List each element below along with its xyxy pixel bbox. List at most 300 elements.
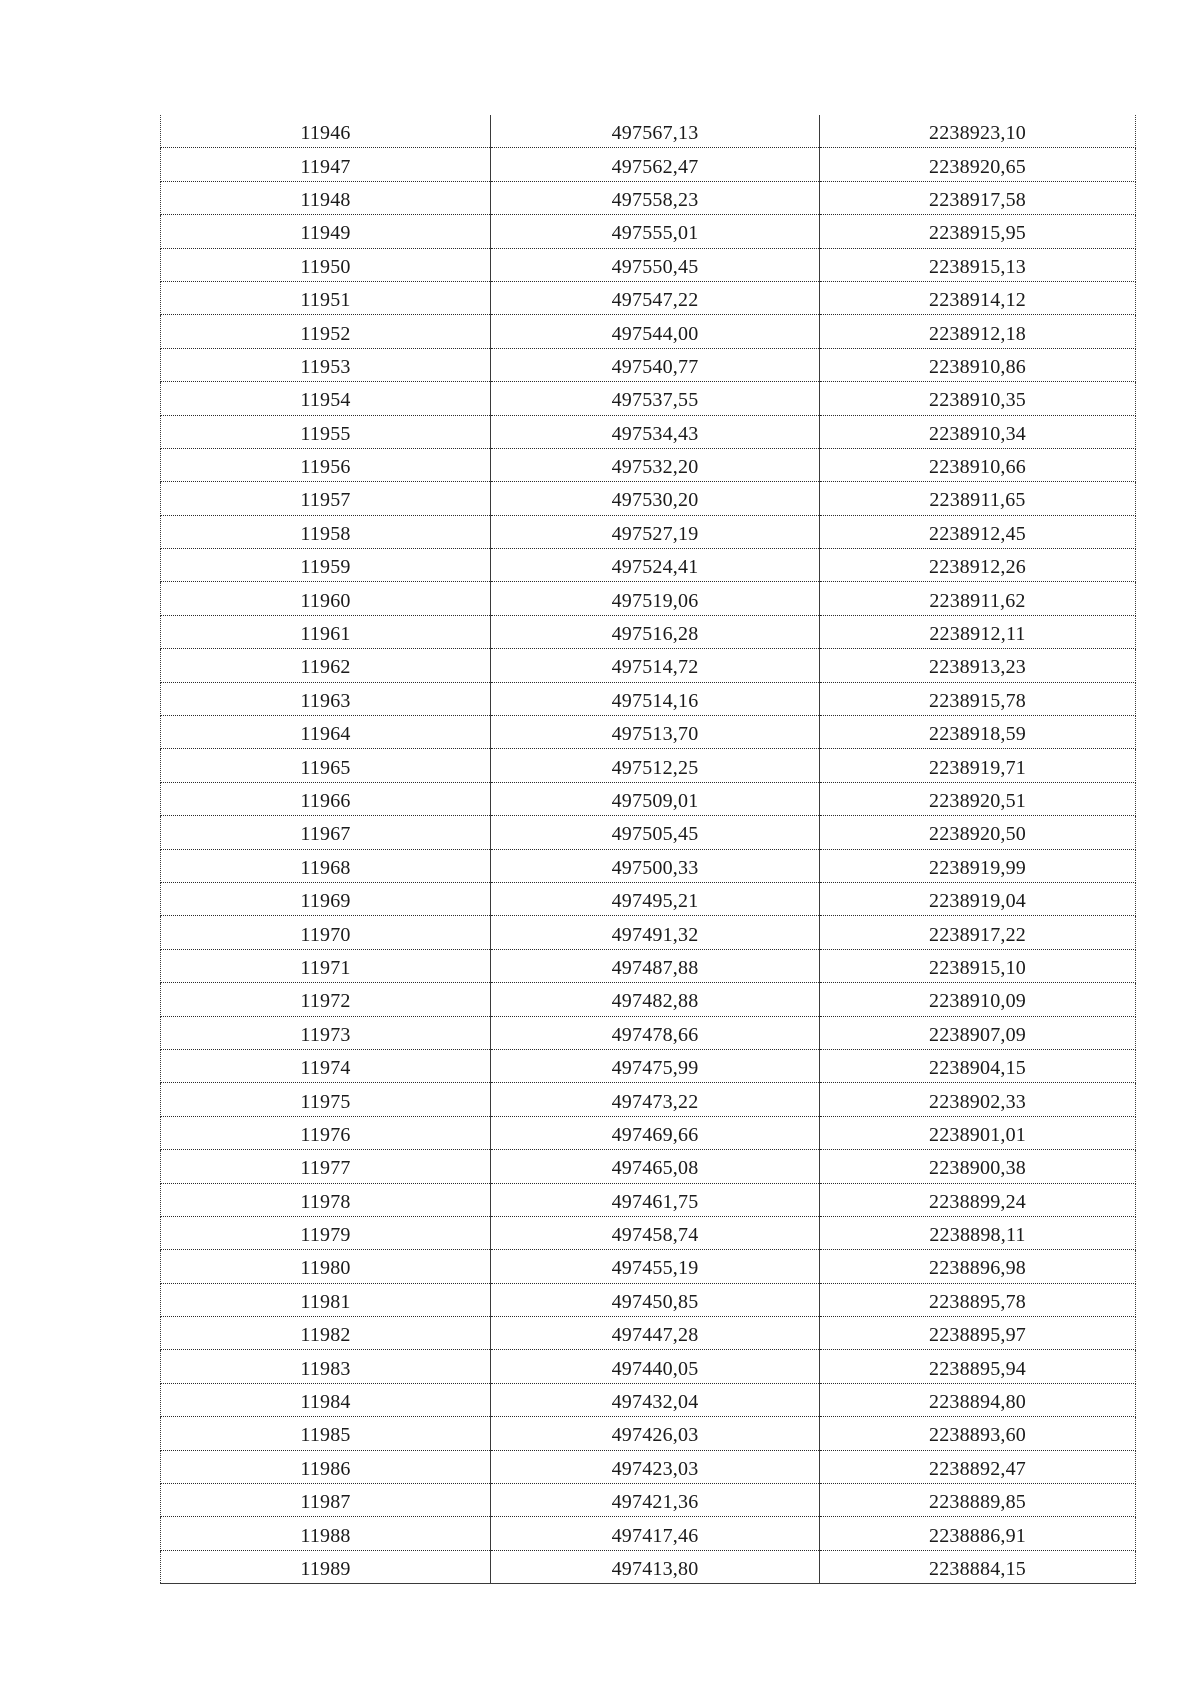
- point-number-cell: [161, 482, 491, 515]
- cell-text: 11964: [300, 723, 351, 746]
- cell-text: 11947: [300, 155, 351, 178]
- table-row: [161, 515, 1136, 548]
- cell-text: 497532,20: [611, 456, 699, 479]
- cell-text: 497562,47: [611, 155, 699, 178]
- point-number-cell: [161, 716, 491, 749]
- x-coordinate-cell: [491, 882, 820, 915]
- cell-text: 2238910,86: [929, 355, 1026, 378]
- point-number-cell: [161, 615, 491, 648]
- y-coordinate-cell: [820, 749, 1136, 782]
- y-coordinate-cell: [820, 515, 1136, 548]
- y-coordinate-cell: [820, 315, 1136, 348]
- x-coordinate-cell: [491, 916, 820, 949]
- cell-text: 497540,77: [611, 355, 699, 378]
- y-coordinate-cell: [820, 248, 1136, 281]
- cell-text: 11978: [300, 1190, 351, 1213]
- coordinates-table: [160, 115, 1136, 1584]
- table-row: [161, 482, 1136, 515]
- cell-text: 11985: [300, 1424, 351, 1447]
- cell-text: 2238917,22: [929, 923, 1026, 946]
- table-row: [161, 949, 1136, 982]
- y-coordinate-cell: [820, 882, 1136, 915]
- cell-text: 2238886,91: [929, 1524, 1026, 1547]
- cell-text: 2238917,58: [929, 188, 1026, 211]
- point-number-cell: [161, 1450, 491, 1483]
- cell-text: 11987: [300, 1491, 351, 1514]
- y-coordinate-cell: [820, 1250, 1136, 1283]
- x-coordinate-cell: [491, 1383, 820, 1416]
- table-row: [161, 148, 1136, 181]
- table-row: [161, 1317, 1136, 1350]
- cell-text: 2238896,98: [929, 1257, 1026, 1280]
- cell-text: 11955: [300, 422, 351, 445]
- cell-text: 497514,72: [611, 656, 699, 679]
- y-coordinate-cell: [820, 482, 1136, 515]
- point-number-cell: [161, 983, 491, 1016]
- x-coordinate-cell: [491, 1216, 820, 1249]
- cell-text: 11959: [300, 556, 351, 579]
- cell-text: 497547,22: [611, 289, 699, 312]
- cell-text: 497465,08: [611, 1157, 699, 1180]
- cell-text: 2238900,38: [929, 1157, 1026, 1180]
- y-coordinate-cell: [820, 1283, 1136, 1316]
- y-coordinate-cell: [820, 682, 1136, 715]
- cell-text: 2238904,15: [929, 1057, 1026, 1080]
- table-row: [161, 882, 1136, 915]
- cell-text: 497495,21: [611, 890, 699, 913]
- cell-text: 497455,19: [611, 1257, 699, 1280]
- x-coordinate-cell: [491, 248, 820, 281]
- x-coordinate-cell: [491, 1083, 820, 1116]
- cell-text: 11982: [300, 1324, 351, 1347]
- cell-text: 2238915,10: [929, 956, 1026, 979]
- cell-text: 11976: [300, 1123, 351, 1146]
- x-coordinate-cell: [491, 849, 820, 882]
- x-coordinate-cell: [491, 1484, 820, 1517]
- cell-text: 497423,03: [611, 1457, 699, 1480]
- cell-text: 497534,43: [611, 422, 699, 445]
- cell-text: 11980: [300, 1257, 351, 1280]
- table-row: [161, 682, 1136, 715]
- cell-text: 11957: [300, 489, 351, 512]
- cell-text: 11967: [300, 823, 351, 846]
- cell-text: 2238884,15: [929, 1557, 1026, 1580]
- cell-text: 11969: [300, 890, 351, 913]
- y-coordinate-cell: [820, 816, 1136, 849]
- x-coordinate-cell: [491, 1150, 820, 1183]
- x-coordinate-cell: [491, 281, 820, 314]
- cell-text: 11958: [300, 522, 351, 545]
- y-coordinate-cell: [820, 281, 1136, 314]
- table-row: [161, 1150, 1136, 1183]
- table-row: [161, 983, 1136, 1016]
- x-coordinate-cell: [491, 1317, 820, 1350]
- cell-text: 2238920,50: [929, 823, 1026, 846]
- cell-text: 2238889,85: [929, 1491, 1026, 1514]
- table-row: [161, 1417, 1136, 1450]
- y-coordinate-cell: [820, 181, 1136, 214]
- y-coordinate-cell: [820, 1450, 1136, 1483]
- point-number-cell: [161, 1150, 491, 1183]
- point-number-cell: [161, 1550, 491, 1583]
- point-number-cell: [161, 682, 491, 715]
- point-number-cell: [161, 816, 491, 849]
- table-row: [161, 782, 1136, 815]
- cell-text: 11983: [300, 1357, 351, 1380]
- y-coordinate-cell: [820, 1049, 1136, 1082]
- y-coordinate-cell: [820, 916, 1136, 949]
- cell-text: 11951: [300, 289, 351, 312]
- x-coordinate-cell: [491, 1550, 820, 1583]
- cell-text: 2238910,09: [929, 990, 1026, 1013]
- table-row: [161, 649, 1136, 682]
- x-coordinate-cell: [491, 482, 820, 515]
- point-number-cell: [161, 115, 491, 148]
- point-number-cell: [161, 1250, 491, 1283]
- cell-text: 11968: [300, 856, 351, 879]
- cell-text: 11949: [300, 222, 351, 245]
- point-number-cell: [161, 1383, 491, 1416]
- point-number-cell: [161, 448, 491, 481]
- table-row: [161, 1350, 1136, 1383]
- x-coordinate-cell: [491, 448, 820, 481]
- table-row: [161, 549, 1136, 582]
- table-row: [161, 1283, 1136, 1316]
- table-row: [161, 582, 1136, 615]
- x-coordinate-cell: [491, 1250, 820, 1283]
- cell-text: 497478,66: [611, 1023, 699, 1046]
- y-coordinate-cell: [820, 1016, 1136, 1049]
- cell-text: 497567,13: [611, 122, 699, 145]
- y-coordinate-cell: [820, 448, 1136, 481]
- cell-text: 11953: [300, 355, 351, 378]
- x-coordinate-cell: [491, 582, 820, 615]
- point-number-cell: [161, 549, 491, 582]
- cell-text: 497555,01: [611, 222, 699, 245]
- point-number-cell: [161, 1350, 491, 1383]
- cell-text: 11956: [300, 456, 351, 479]
- table-row: [161, 1383, 1136, 1416]
- cell-text: 497505,45: [611, 823, 699, 846]
- x-coordinate-cell: [491, 1183, 820, 1216]
- point-number-cell: [161, 849, 491, 882]
- cell-text: 2238920,51: [929, 790, 1026, 812]
- point-number-cell: [161, 1417, 491, 1450]
- cell-text: 11960: [300, 589, 351, 612]
- y-coordinate-cell: [820, 782, 1136, 815]
- table-row: [161, 1116, 1136, 1149]
- cell-text: 11961: [300, 623, 351, 646]
- cell-text: 2238915,95: [929, 222, 1026, 245]
- point-number-cell: [161, 1016, 491, 1049]
- y-coordinate-cell: [820, 415, 1136, 448]
- table-row: [161, 382, 1136, 415]
- x-coordinate-cell: [491, 1016, 820, 1049]
- table-row: [161, 1250, 1136, 1283]
- table-row: [161, 749, 1136, 782]
- cell-text: 497469,66: [611, 1123, 699, 1146]
- x-coordinate-cell: [491, 315, 820, 348]
- point-number-cell: [161, 1517, 491, 1550]
- cell-text: 497550,45: [611, 255, 699, 278]
- point-number-cell: [161, 281, 491, 314]
- cell-text: 2238899,24: [929, 1190, 1026, 1213]
- cell-text: 11988: [300, 1524, 351, 1547]
- y-coordinate-cell: [820, 382, 1136, 415]
- point-number-cell: [161, 949, 491, 982]
- cell-text: 2238915,13: [929, 255, 1026, 278]
- x-coordinate-cell: [491, 549, 820, 582]
- table-row: [161, 1083, 1136, 1116]
- cell-text: 497491,32: [611, 923, 699, 946]
- x-coordinate-cell: [491, 949, 820, 982]
- x-coordinate-cell: [491, 1116, 820, 1149]
- cell-text: 497432,04: [611, 1391, 699, 1414]
- x-coordinate-cell: [491, 348, 820, 381]
- cell-text: 2238923,10: [929, 122, 1026, 145]
- point-number-cell: [161, 415, 491, 448]
- point-number-cell: [161, 882, 491, 915]
- table-row: [161, 615, 1136, 648]
- y-coordinate-cell: [820, 1517, 1136, 1550]
- point-number-cell: [161, 649, 491, 682]
- cell-text: 11963: [300, 689, 351, 712]
- cell-text: 11977: [300, 1157, 351, 1180]
- cell-text: 497513,70: [611, 723, 699, 746]
- table-row: [161, 916, 1136, 949]
- table-row: [161, 1450, 1136, 1483]
- cell-text: 497530,20: [611, 489, 699, 512]
- point-number-cell: [161, 1116, 491, 1149]
- y-coordinate-cell: [820, 1116, 1136, 1149]
- point-number-cell: [161, 782, 491, 815]
- cell-text: 11952: [300, 322, 351, 345]
- cell-text: 497500,33: [611, 856, 699, 879]
- x-coordinate-cell: [491, 1283, 820, 1316]
- y-coordinate-cell: [820, 649, 1136, 682]
- table-row: [161, 415, 1136, 448]
- cell-text: 2238914,12: [929, 289, 1026, 312]
- x-coordinate-cell: [491, 115, 820, 148]
- y-coordinate-cell: [820, 1183, 1136, 1216]
- cell-text: 2238901,01: [929, 1123, 1026, 1146]
- cell-text: 11984: [300, 1391, 351, 1414]
- cell-text: 2238912,45: [929, 522, 1026, 545]
- x-coordinate-cell: [491, 415, 820, 448]
- x-coordinate-cell: [491, 649, 820, 682]
- cell-text: 2238895,94: [929, 1357, 1026, 1380]
- y-coordinate-cell: [820, 549, 1136, 582]
- x-coordinate-cell: [491, 782, 820, 815]
- x-coordinate-cell: [491, 1417, 820, 1450]
- table-row: [161, 315, 1136, 348]
- x-coordinate-cell: [491, 682, 820, 715]
- table-row: [161, 1016, 1136, 1049]
- y-coordinate-cell: [820, 148, 1136, 181]
- cell-text: 2238893,60: [929, 1424, 1026, 1447]
- cell-text: 11975: [300, 1090, 351, 1113]
- cell-text: 2238898,11: [929, 1224, 1026, 1247]
- x-coordinate-cell: [491, 181, 820, 214]
- point-number-cell: [161, 248, 491, 281]
- x-coordinate-cell: [491, 749, 820, 782]
- cell-text: 497524,41: [611, 556, 699, 579]
- table-row: [161, 348, 1136, 381]
- point-number-cell: [161, 749, 491, 782]
- x-coordinate-cell: [491, 816, 820, 849]
- cell-text: 11981: [300, 1290, 351, 1313]
- x-coordinate-cell: [491, 148, 820, 181]
- y-coordinate-cell: [820, 1150, 1136, 1183]
- cell-text: 11970: [300, 923, 351, 946]
- x-coordinate-cell: [491, 1049, 820, 1082]
- cell-text: 497519,06: [611, 589, 699, 612]
- cell-text: 2238911,62: [929, 589, 1026, 612]
- x-coordinate-cell: [491, 1350, 820, 1383]
- cell-text: 2238902,33: [929, 1090, 1026, 1113]
- cell-text: 2238910,34: [929, 422, 1026, 445]
- cell-text: 11965: [300, 756, 351, 779]
- table-row: [161, 1550, 1136, 1583]
- cell-text: 2238918,59: [929, 723, 1026, 746]
- cell-text: 2238911,65: [929, 489, 1026, 512]
- y-coordinate-cell: [820, 983, 1136, 1016]
- point-number-cell: [161, 1317, 491, 1350]
- point-number-cell: [161, 1484, 491, 1517]
- point-number-cell: [161, 348, 491, 381]
- point-number-cell: [161, 1083, 491, 1116]
- table-row: [161, 1183, 1136, 1216]
- cell-text: 497509,01: [611, 790, 699, 812]
- point-number-cell: [161, 1216, 491, 1249]
- cell-text: 497458,74: [611, 1224, 699, 1247]
- x-coordinate-cell: [491, 215, 820, 248]
- y-coordinate-cell: [820, 1417, 1136, 1450]
- cell-text: 11954: [300, 389, 351, 412]
- cell-text: 497482,88: [611, 990, 699, 1013]
- coordinates-table-body: [161, 115, 1136, 1584]
- cell-text: 11971: [300, 956, 351, 979]
- table-row: [161, 181, 1136, 214]
- point-number-cell: [161, 1183, 491, 1216]
- table-row: [161, 1216, 1136, 1249]
- point-number-cell: [161, 315, 491, 348]
- cell-text: 11989: [300, 1557, 351, 1580]
- cell-text: 2238907,09: [929, 1023, 1026, 1046]
- table-row: [161, 1517, 1136, 1550]
- y-coordinate-cell: [820, 348, 1136, 381]
- y-coordinate-cell: [820, 949, 1136, 982]
- x-coordinate-cell: [491, 515, 820, 548]
- y-coordinate-cell: [820, 115, 1136, 148]
- y-coordinate-cell: [820, 1317, 1136, 1350]
- x-coordinate-cell: [491, 1450, 820, 1483]
- cell-text: 2238920,65: [929, 155, 1026, 178]
- table-row: [161, 281, 1136, 314]
- point-number-cell: [161, 181, 491, 214]
- cell-text: 497537,55: [611, 389, 699, 412]
- table-row: [161, 849, 1136, 882]
- cell-text: 11979: [300, 1224, 351, 1247]
- cell-text: 11966: [300, 790, 351, 812]
- cell-text: 497544,00: [611, 322, 699, 345]
- cell-text: 2238912,18: [929, 322, 1026, 345]
- cell-text: 2238895,97: [929, 1324, 1026, 1347]
- x-coordinate-cell: [491, 615, 820, 648]
- point-number-cell: [161, 1283, 491, 1316]
- cell-text: 2238895,78: [929, 1290, 1026, 1313]
- y-coordinate-cell: [820, 1550, 1136, 1583]
- cell-text: 497413,80: [611, 1557, 699, 1580]
- cell-text: 497447,28: [611, 1324, 699, 1347]
- table-row: [161, 215, 1136, 248]
- cell-text: 497558,23: [611, 188, 699, 211]
- y-coordinate-cell: [820, 582, 1136, 615]
- cell-text: 2238913,23: [929, 656, 1026, 679]
- cell-text: 2238910,35: [929, 389, 1026, 412]
- x-coordinate-cell: [491, 983, 820, 1016]
- x-coordinate-cell: [491, 1517, 820, 1550]
- table-row: [161, 716, 1136, 749]
- point-number-cell: [161, 1049, 491, 1082]
- cell-text: 497450,85: [611, 1290, 699, 1313]
- point-number-cell: [161, 382, 491, 415]
- cell-text: 497440,05: [611, 1357, 699, 1380]
- cell-text: 11948: [300, 188, 351, 211]
- y-coordinate-cell: [820, 1216, 1136, 1249]
- cell-text: 497461,75: [611, 1190, 699, 1213]
- y-coordinate-cell: [820, 1383, 1136, 1416]
- cell-text: 11973: [300, 1023, 351, 1046]
- table-row: [161, 816, 1136, 849]
- cell-text: 11950: [300, 255, 351, 278]
- cell-text: 497516,28: [611, 623, 699, 646]
- cell-text: 497426,03: [611, 1424, 699, 1447]
- point-number-cell: [161, 215, 491, 248]
- table-row: [161, 1049, 1136, 1082]
- table-row: [161, 1484, 1136, 1517]
- cell-text: 497514,16: [611, 689, 699, 712]
- cell-text: 497527,19: [611, 522, 699, 545]
- table-row: [161, 248, 1136, 281]
- table-row: [161, 448, 1136, 481]
- cell-text: 2238919,99: [929, 856, 1026, 879]
- y-coordinate-cell: [820, 716, 1136, 749]
- cell-text: 11986: [300, 1457, 351, 1480]
- cell-text: 2238915,78: [929, 689, 1026, 712]
- cell-text: 2238910,66: [929, 456, 1026, 479]
- point-number-cell: [161, 148, 491, 181]
- cell-text: 497512,25: [611, 756, 699, 779]
- x-coordinate-cell: [491, 382, 820, 415]
- point-number-cell: [161, 515, 491, 548]
- y-coordinate-cell: [820, 615, 1136, 648]
- cell-text: 497473,22: [611, 1090, 699, 1113]
- y-coordinate-cell: [820, 215, 1136, 248]
- cell-text: 497417,46: [611, 1524, 699, 1547]
- point-number-cell: [161, 916, 491, 949]
- cell-text: 11972: [300, 990, 351, 1013]
- y-coordinate-cell: [820, 1484, 1136, 1517]
- cell-text: 2238892,47: [929, 1457, 1026, 1480]
- y-coordinate-cell: [820, 1083, 1136, 1116]
- cell-text: 2238919,71: [929, 756, 1026, 779]
- y-coordinate-cell: [820, 849, 1136, 882]
- cell-text: 11962: [300, 656, 351, 679]
- cell-text: 2238919,04: [929, 890, 1026, 913]
- cell-text: 497421,36: [611, 1491, 699, 1514]
- cell-text: 11946: [300, 122, 351, 145]
